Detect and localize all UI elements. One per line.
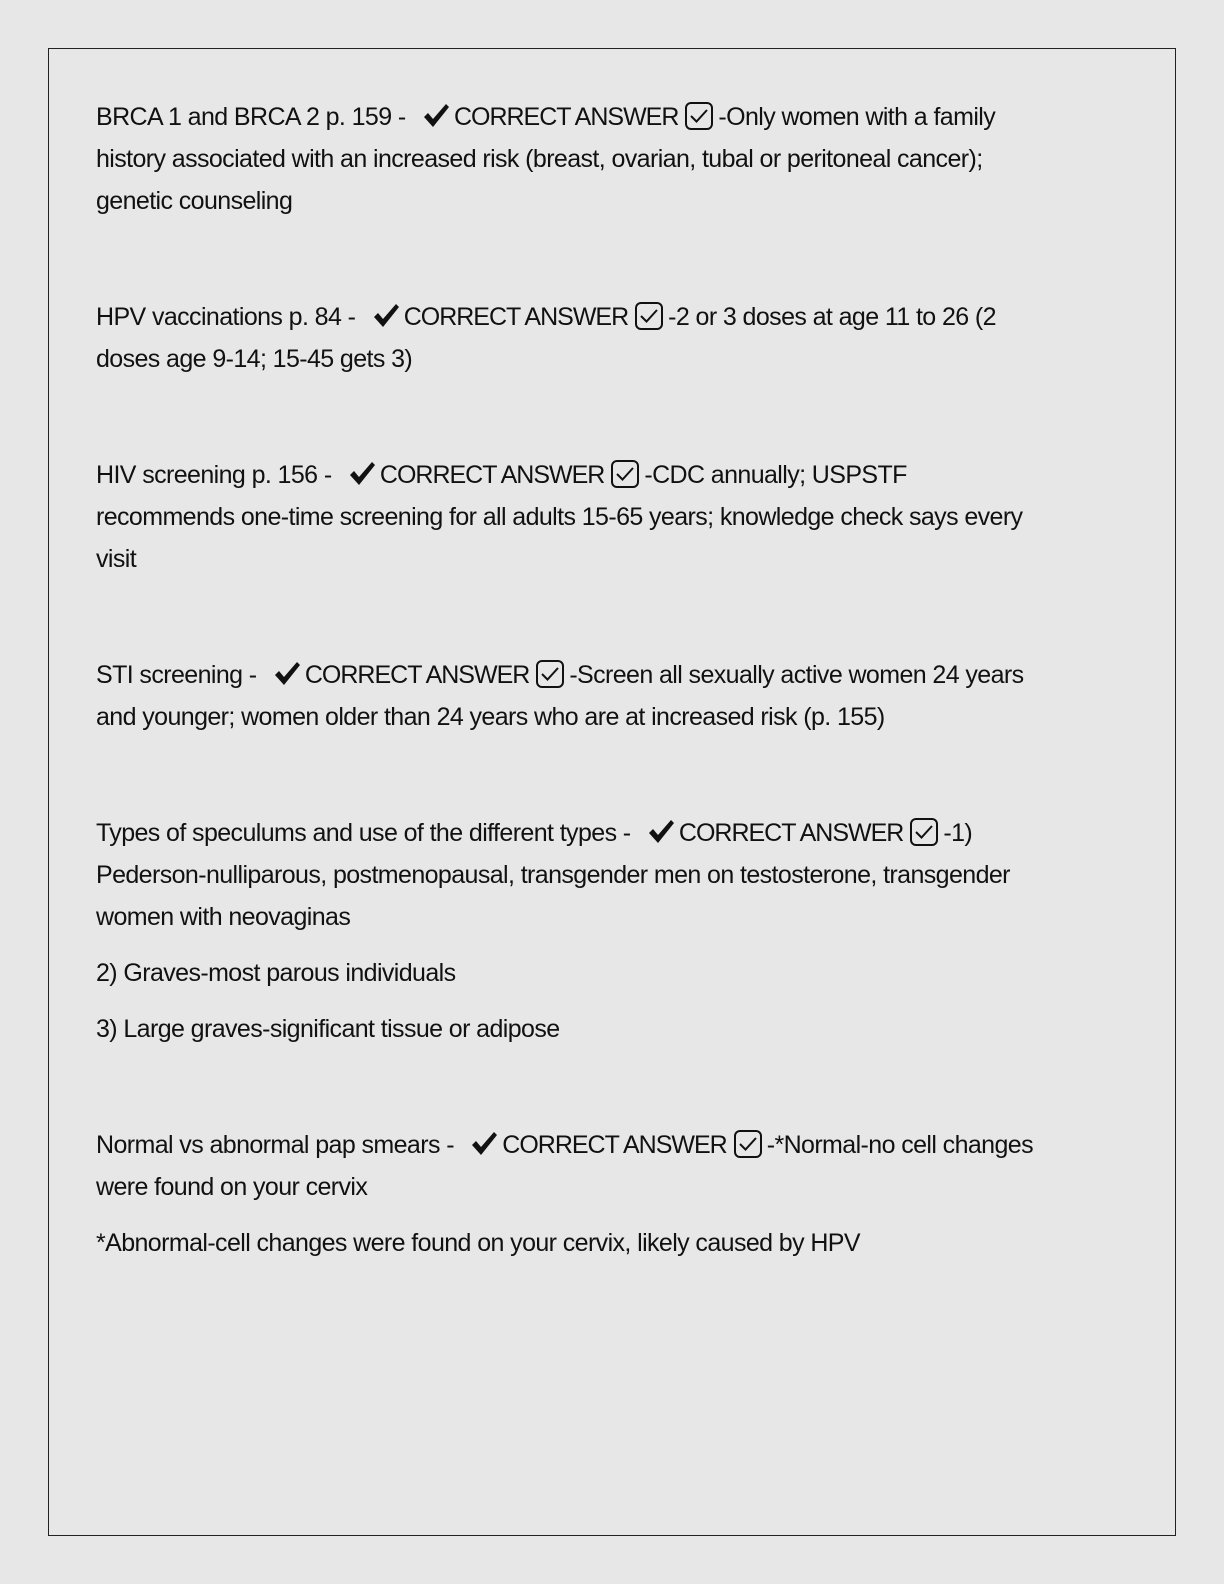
heavy-check-mark-icon bbox=[422, 103, 450, 129]
qa-item-hiv bbox=[96, 454, 1036, 580]
answer-continuation: 3) Large graves-significant tissue or adipose bbox=[96, 1015, 560, 1043]
correct-answer-label: CORRECT ANSWER bbox=[304, 661, 530, 689]
answer-continuation: *Abnormal-cell changes were found on your cervix, likely caused by HPV bbox=[96, 1229, 860, 1257]
question-text: Types of speculums and use of the different types - bbox=[96, 819, 637, 847]
correct-answer-label: CORRECT ANSWER bbox=[502, 1131, 727, 1159]
heavy-check-mark-icon bbox=[470, 1131, 498, 1157]
question-text: BRCA 1 and BRCA 2 p. 159 - bbox=[96, 103, 412, 131]
answer-text: -Only women with a family history associated with an increased risk (breast, ovarian, tubal or peritoneal cancer); genetic counseling bbox=[96, 103, 996, 215]
correct-answer-label: CORRECT ANSWER bbox=[379, 461, 605, 489]
answer-text: -*Normal-no cell changes were found on your cervix bbox=[96, 1131, 1033, 1201]
ballot-box-with-check-icon bbox=[733, 1129, 763, 1159]
answer-text: -2 or 3 doses at age 11 to 26 (2 doses age 9-14; 15-45 gets 3) bbox=[96, 303, 996, 373]
answer-text: -CDC annually; USPSTF recommends one-time screening for all adults 15-65 years; knowledge check says every visit bbox=[96, 461, 1023, 573]
qa-item-pap-smears bbox=[96, 1124, 1036, 1264]
question-text: HPV vaccinations p. 84 - bbox=[96, 303, 362, 331]
question-text: Normal vs abnormal pap smears - bbox=[96, 1131, 461, 1159]
answer-continuation: 2) Graves-most parous individuals bbox=[96, 959, 456, 987]
answer-text: -1) Pederson-nulliparous, postmenopausal, transgender men on testosterone, transgender women with neovaginas bbox=[96, 819, 1010, 931]
qa-item-sti bbox=[96, 654, 1036, 738]
heavy-check-mark-icon bbox=[647, 819, 675, 845]
ballot-box-with-check-icon bbox=[909, 817, 939, 847]
qa-item-hpv bbox=[96, 296, 1036, 380]
qa-paragraph bbox=[96, 654, 1036, 738]
question-text: HIV screening p. 156 - bbox=[96, 461, 338, 489]
qa-paragraph bbox=[96, 1124, 1036, 1208]
qa-paragraph bbox=[96, 812, 1036, 938]
answer-text: -Screen all sexually active women 24 years and younger; women older than 24 years who are at increased risk (p. 155) bbox=[96, 661, 1024, 731]
qa-item-brca bbox=[96, 96, 1036, 222]
heavy-check-mark-icon bbox=[372, 303, 400, 329]
question-text: STI screening - bbox=[96, 661, 263, 689]
qa-paragraph bbox=[96, 454, 1036, 580]
ballot-box-with-check-icon bbox=[535, 659, 565, 689]
qa-paragraph bbox=[96, 296, 1036, 380]
ballot-box-with-check-icon bbox=[610, 459, 640, 489]
correct-answer-label: CORRECT ANSWER bbox=[453, 103, 679, 131]
correct-answer-label: CORRECT ANSWER bbox=[403, 303, 629, 331]
qa-paragraph bbox=[96, 96, 1036, 222]
document-content bbox=[96, 96, 1036, 1264]
ballot-box-with-check-icon bbox=[634, 301, 664, 331]
qa-item-speculums bbox=[96, 812, 1036, 1050]
correct-answer-label: CORRECT ANSWER bbox=[678, 819, 904, 847]
ballot-box-with-check-icon bbox=[684, 101, 714, 131]
heavy-check-mark-icon bbox=[273, 661, 301, 687]
heavy-check-mark-icon bbox=[348, 461, 376, 487]
